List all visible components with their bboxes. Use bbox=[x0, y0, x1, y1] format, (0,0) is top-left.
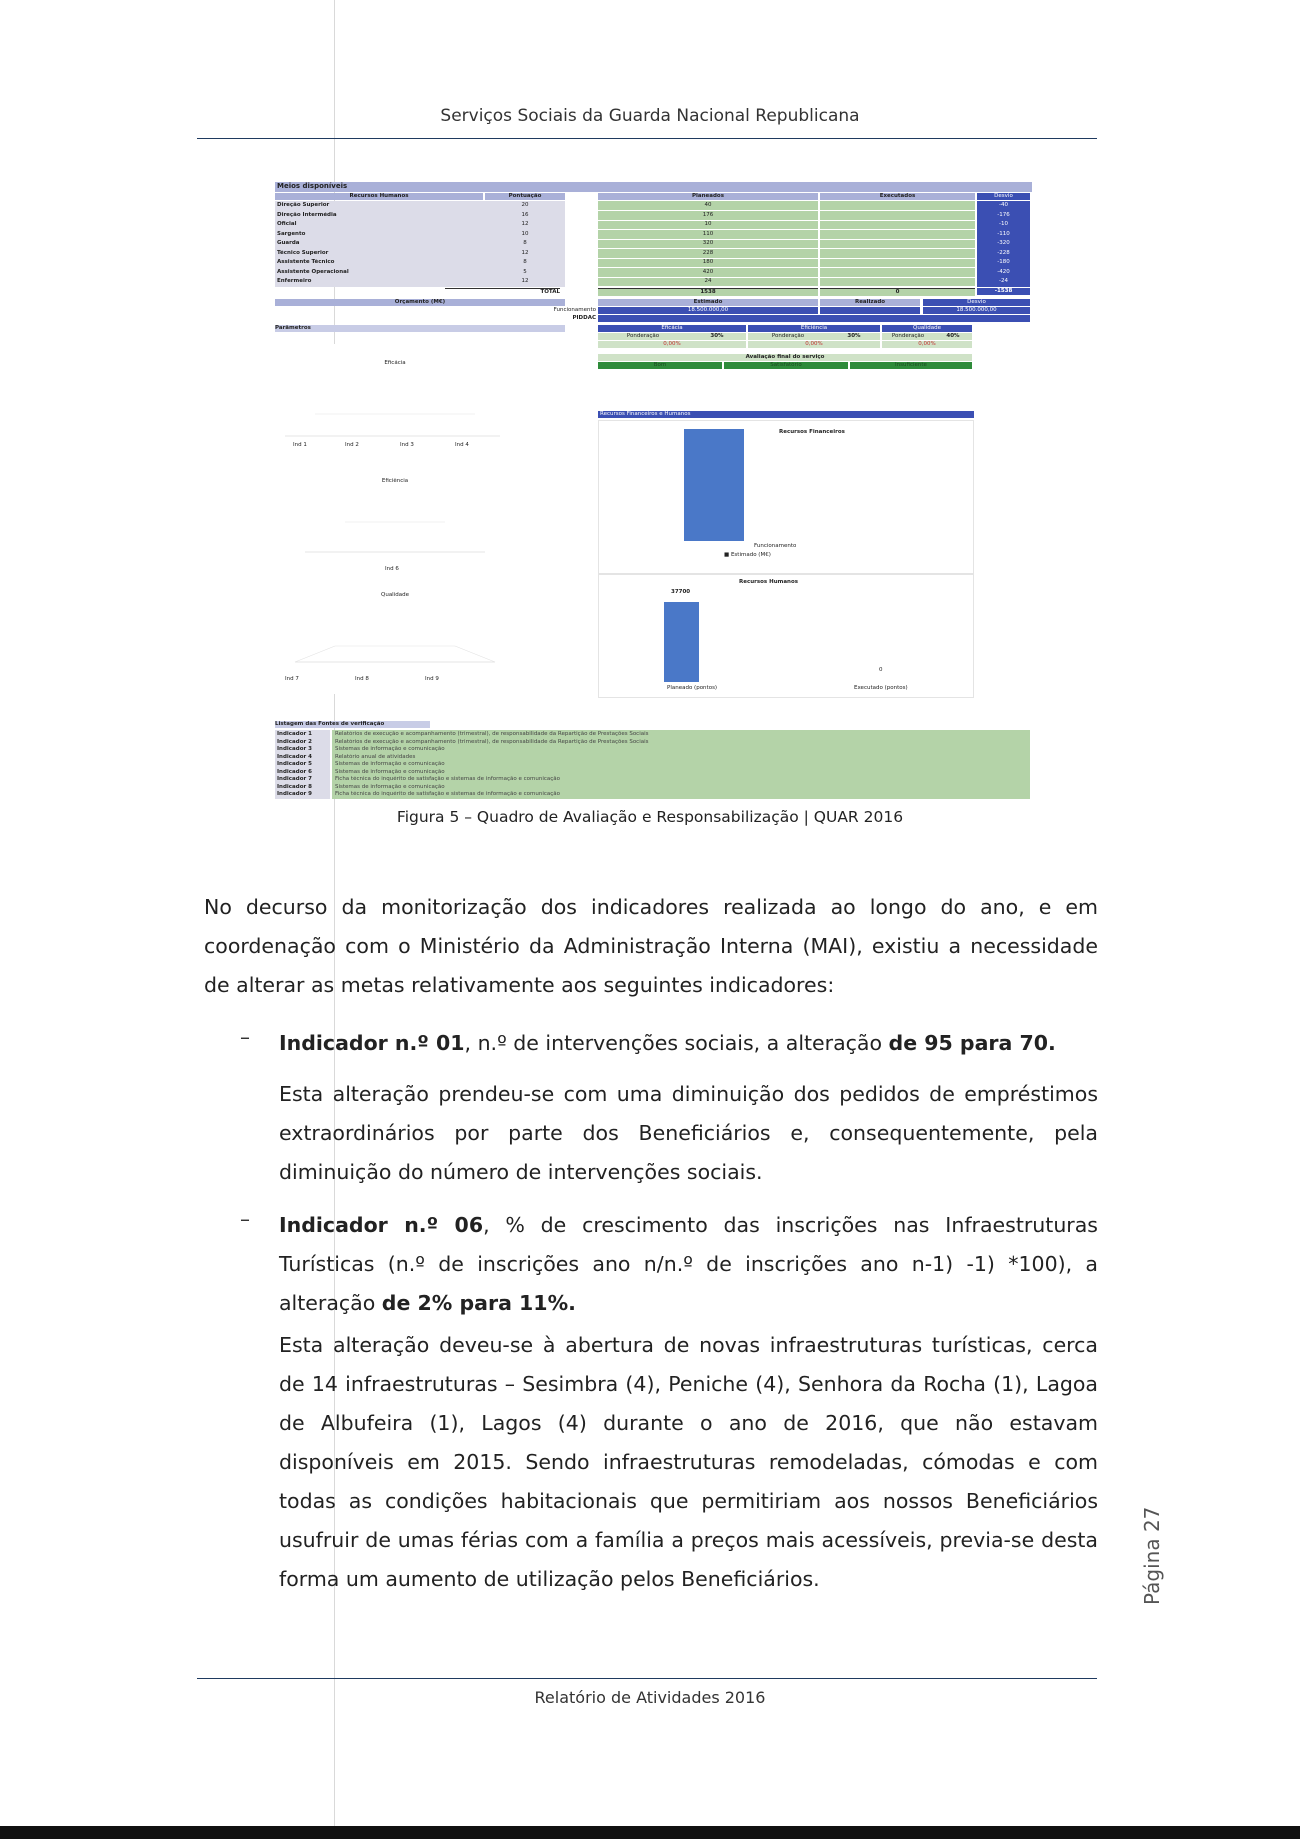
item1-detail-paragraph bbox=[279, 1075, 1098, 1192]
hr-row-executed bbox=[820, 269, 975, 278]
header-divider bbox=[197, 138, 1097, 139]
intro-paragraph bbox=[204, 888, 1098, 1005]
page-header-title: Serviços Sociais da Guarda Nacional Republicana bbox=[440, 106, 860, 126]
col-desvio: Desvio bbox=[977, 193, 1030, 200]
hr-row-label: Assistente Operacional bbox=[277, 268, 349, 275]
hr-row-desvio: -180 bbox=[977, 259, 1030, 267]
parametros-label: Parâmetros bbox=[275, 325, 565, 332]
col-executados: Executados bbox=[820, 193, 975, 200]
fontes-indicator: Indicador 1 bbox=[277, 731, 312, 737]
page-number: Página 27 bbox=[1140, 1506, 1164, 1605]
ponderacao-eficacia: 30% bbox=[688, 333, 746, 340]
orc-row1-realizado bbox=[820, 307, 920, 314]
rh-planned-label: 37700 bbox=[671, 589, 691, 595]
hr-row-pontuacao: 12 bbox=[521, 278, 529, 284]
item2-detail: Esta alteração deveu-se à abertura de novas infraestruturas turísticas, cerca de 14 infraestruturas – Sesimbra (4), Peniche (4), Senhora da Rocha (1), Lagoa de Albufeira (1), Lagos (4) durante o ano de 2016, que não estavam disponíveis em 2015. Sendo infraestruturas remodeladas, cómodas e com todas as condições habitacionais que permitiriam aos nossos Beneficiários usufruir de umas férias com a família a preços mais acessíveis, previa-se desta forma um aumento de utilização pelos Beneficiários. bbox=[279, 1333, 1098, 1591]
orc-row1-desvio: 18.500.000,00 bbox=[923, 307, 1030, 314]
list-dash-2: – bbox=[240, 1207, 250, 1231]
fontes-indicator: Indicador 2 bbox=[277, 738, 312, 745]
radar-eficacia-label: Ind 2 bbox=[345, 442, 359, 448]
radar-eficiencia-label: Ind 6 bbox=[385, 566, 399, 572]
qualidade-header: Qualidade bbox=[882, 325, 972, 332]
radar-eficacia-label: Ind 4 bbox=[455, 442, 469, 448]
hr-row-label: Oficial bbox=[277, 221, 297, 227]
total-desvio: -1538 bbox=[977, 288, 1030, 295]
hr-row-executed bbox=[820, 278, 975, 287]
quar-figure bbox=[275, 182, 1030, 799]
ponderacao-qualidade: 40% bbox=[934, 333, 972, 340]
orc-row2-label: PIDDAC bbox=[572, 315, 596, 321]
fontes-indicator: Indicador 9 bbox=[277, 791, 312, 797]
rh-cat-executed: Executado (pontos) bbox=[854, 685, 908, 691]
radar-qualidade-label: Ind 8 bbox=[355, 676, 369, 682]
total-planned: 1538 bbox=[598, 288, 818, 296]
hr-row-label: Direção Intermédia bbox=[277, 211, 337, 218]
hr-row-label: Enfermeiro bbox=[277, 278, 312, 284]
rh-title: Recursos Humanos bbox=[739, 579, 799, 585]
radar-qualidade-chart bbox=[275, 584, 515, 694]
col-estimado: Estimado bbox=[598, 299, 818, 306]
figure-caption: Figura 5 – Quadro de Avaliação e Responsabilização | QUAR 2016 bbox=[396, 808, 904, 826]
rf-legend: ■ Estimado (M€) bbox=[724, 552, 771, 558]
fontes-text: Sistemas de informação e comunicação bbox=[335, 746, 445, 752]
fontes-text: Ficha técnica do inquérito de satisfação e sistemas de informação e comunicação bbox=[335, 791, 561, 797]
hr-row-executed bbox=[820, 221, 975, 230]
scan-bottom-edge bbox=[0, 1826, 1300, 1839]
fontes-text: Sistemas de informação e comunicação bbox=[335, 768, 445, 775]
resultado-qualidade: 0,00% bbox=[882, 341, 972, 348]
rf-title: Recursos Financeiros bbox=[779, 429, 845, 435]
fontes-text: Relatórios de execução e acompanhamento (trimestral), de responsabilidade da Repartição de Prestações Sociais bbox=[335, 738, 649, 745]
orc-header: Orçamento (M€) bbox=[275, 299, 565, 306]
hr-row-label: Sargento bbox=[277, 230, 306, 237]
rh-cat-planned: Planeado (pontos) bbox=[667, 685, 718, 691]
resultado-eficacia: 0,00% bbox=[598, 341, 746, 348]
orc-row2-values bbox=[598, 315, 1030, 322]
intro-text: No decurso da monitorização dos indicadores realizada ao longo do ano, e em coordenação com o Ministério da Administração Interna (MAI), existiu a necessidade de alterar as metas relativamente aos seguintes indicadores: bbox=[204, 895, 1098, 997]
hr-row-executed bbox=[820, 240, 975, 249]
orc-desvio-header: Desvio bbox=[923, 299, 1030, 306]
hr-row-label: Assistente Técnico bbox=[277, 259, 335, 265]
hr-row-desvio: -110 bbox=[977, 231, 1030, 239]
fontes-indicator: Indicador 5 bbox=[277, 761, 312, 767]
radar-eficacia-label: Ind 1 bbox=[293, 442, 307, 448]
radar-qualidade-title: Qualidade bbox=[381, 592, 409, 598]
aval-satisfatorio: Satisfatório bbox=[724, 362, 848, 369]
hr-row-desvio: -228 bbox=[977, 250, 1030, 258]
radar-eficacia-label: Ind 3 bbox=[400, 442, 414, 448]
item2-label: Indicador n.º 06 bbox=[279, 1213, 484, 1237]
radar-eficiencia-title: Eficiência bbox=[381, 478, 409, 484]
rf-category: Funcionamento bbox=[754, 543, 797, 549]
resultado-eficiencia: 0,00% bbox=[748, 341, 880, 348]
list-dash-1: – bbox=[240, 1025, 250, 1049]
fontes-text: Sistemas de informação e comunicação bbox=[335, 783, 445, 790]
eficacia-header: Eficácia bbox=[598, 325, 746, 332]
hr-row-planned: 40 bbox=[598, 202, 818, 211]
hr-row-pontuacao: 12 bbox=[521, 221, 529, 227]
item2-end: . bbox=[568, 1291, 576, 1315]
hr-row-desvio: -176 bbox=[977, 212, 1030, 220]
fontes-indicator: Indicador 6 bbox=[277, 768, 312, 775]
hr-row-planned: 10 bbox=[598, 221, 818, 230]
hr-row-desvio: -10 bbox=[977, 221, 1030, 229]
ponderacao-eficiencia-label: Ponderação bbox=[748, 333, 828, 340]
ponderacao-eficacia-label: Ponderação bbox=[598, 333, 688, 340]
hr-row-pontuacao: 8 bbox=[523, 259, 527, 265]
fontes-text: Relatório anual de atividades bbox=[335, 753, 416, 760]
footer-divider bbox=[197, 1678, 1097, 1679]
rf-bar-estimado bbox=[684, 429, 744, 541]
aval-insuficiente: Insuficiente bbox=[850, 362, 972, 369]
hr-row-planned: 110 bbox=[598, 231, 818, 240]
radar-eficiencia-chart bbox=[275, 474, 515, 584]
radar-eficacia-lines bbox=[275, 344, 515, 474]
hr-row-label: Técnico Superior bbox=[277, 249, 329, 256]
hr-row-desvio: -24 bbox=[977, 278, 1030, 286]
item1-end: . bbox=[1048, 1031, 1056, 1055]
hr-row-executed bbox=[820, 259, 975, 268]
total-label: TOTAL bbox=[445, 288, 560, 296]
radar-qualidade-label: Ind 7 bbox=[285, 676, 299, 682]
item2-change: de 2% para 11% bbox=[381, 1291, 569, 1315]
hr-row-pontuacao: 16 bbox=[521, 211, 529, 218]
rfh-header: Recursos Financeiros e Humanos bbox=[598, 411, 974, 418]
hr-row-executed bbox=[820, 231, 975, 240]
fontes-indicator: Indicador 8 bbox=[277, 783, 312, 790]
item1-text: , n.º de intervenções sociais, a alteração bbox=[464, 1031, 889, 1055]
rh-chart bbox=[598, 574, 974, 698]
hr-row-pontuacao: 20 bbox=[521, 202, 529, 208]
item1-label: Indicador n.º 01 bbox=[279, 1031, 465, 1055]
col-planeados: Planeados bbox=[598, 193, 818, 200]
orc-row1-estimado: 18.500.000,00 bbox=[598, 307, 818, 314]
rf-chart bbox=[598, 420, 974, 574]
hr-row-planned: 180 bbox=[598, 259, 818, 268]
hr-row-label: Guarda bbox=[277, 240, 300, 246]
hr-row-planned: 24 bbox=[598, 278, 818, 287]
hr-row-executed bbox=[820, 250, 975, 259]
fontes-indicator: Indicador 3 bbox=[277, 746, 312, 752]
radar-eficacia-chart bbox=[275, 344, 515, 474]
radar-qualidade-lines bbox=[275, 584, 515, 694]
hr-row-pontuacao: 8 bbox=[523, 240, 527, 246]
fontes-indicator: Indicador 4 bbox=[277, 753, 312, 760]
item1-paragraph bbox=[279, 1024, 1098, 1063]
hr-row-planned: 176 bbox=[598, 212, 818, 221]
fontes-header: Listagem das Fontes de verificação bbox=[275, 721, 430, 728]
item2-detail-paragraph bbox=[279, 1326, 1098, 1599]
col-realizado: Realizado bbox=[820, 299, 920, 306]
fontes-text: Sistemas de informação e comunicação bbox=[335, 761, 445, 767]
hr-row-pontuacao: 12 bbox=[521, 249, 529, 256]
hr-row-planned: 320 bbox=[598, 240, 818, 249]
ponderacao-eficiencia: 30% bbox=[828, 333, 880, 340]
hr-row-planned: 228 bbox=[598, 250, 818, 259]
fontes-indicator: Indicador 7 bbox=[277, 776, 312, 782]
total-executed: 0 bbox=[820, 288, 975, 296]
avaliacao-final: Avaliação final do serviço bbox=[598, 354, 972, 361]
hr-header: Recursos Humanos bbox=[275, 193, 483, 200]
hr-row-planned: 420 bbox=[598, 269, 818, 278]
orc-row1-label: Funcionamento bbox=[553, 307, 596, 313]
item1-change: de 95 para 70 bbox=[888, 1031, 1049, 1055]
rh-exec-label: 0 bbox=[879, 667, 883, 673]
radar-qualidade-label: Ind 9 bbox=[425, 676, 439, 682]
aval-bom: Bom bbox=[598, 362, 722, 369]
section-title: Meios disponíveis bbox=[275, 182, 1032, 192]
item2-text: , % de crescimento das inscrições nas Infraestruturas Turísticas (n.º de inscrições ano n/n.º de inscrições ano n-1) -1) *100), a alteração bbox=[279, 1213, 1098, 1315]
eficiencia-header: Eficiência bbox=[748, 325, 880, 332]
rh-bar-planned bbox=[664, 602, 699, 682]
page-footer-text: Relatório de Atividades 2016 bbox=[534, 1688, 766, 1707]
ponderacao-qualidade-label: Ponderação bbox=[882, 333, 934, 340]
radar-eficacia-title: Eficácia bbox=[384, 360, 406, 366]
hr-row-executed bbox=[820, 212, 975, 221]
hr-row-pontuacao: 10 bbox=[521, 230, 529, 237]
hr-row-pontuacao: 5 bbox=[523, 268, 527, 275]
hr-row-label: Direção Superior bbox=[277, 202, 330, 208]
hr-row-desvio: -420 bbox=[977, 269, 1030, 277]
hr-row-desvio: -320 bbox=[977, 240, 1030, 248]
col-pontuacao: Pontuação bbox=[485, 193, 565, 200]
hr-row-desvio: -40 bbox=[977, 202, 1030, 210]
hr-row-executed bbox=[820, 202, 975, 211]
item1-detail: Esta alteração prendeu-se com uma diminuição dos pedidos de empréstimos extraordinários por parte dos Beneficiários e, consequentemente, pela diminuição do número de intervenções sociais. bbox=[279, 1082, 1098, 1184]
fontes-text: Ficha técnica do inquérito de satisfação e sistemas de informação e comunicação bbox=[335, 776, 561, 782]
fontes-text: Relatórios de execução e acompanhamento (trimestral), de responsabilidade da Repartição de Prestações Sociais bbox=[335, 731, 649, 737]
item2-paragraph bbox=[279, 1206, 1098, 1323]
